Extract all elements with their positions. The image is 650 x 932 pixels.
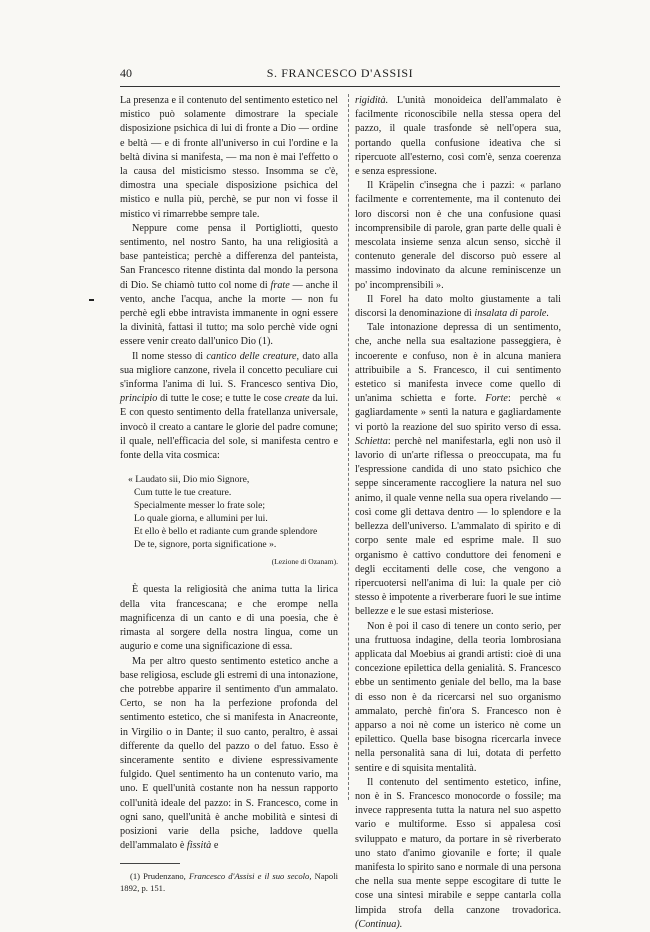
- page-number: 40: [120, 66, 132, 80]
- paragraph: Il contenuto del sentimento estetico, infine, non è in S. Francesco monocorde o fossile; ma invece rappresenta tutta la natura nel suo aspetto vario e multiforme. Esso si appalesa così sviluppato e maturo, da portare in sè riverberato uno stato d'animo giovanile e forte; il quale manifesta lo spirito sano e normale di una persona che nella sua mente seppe escogitare di tutte le cose una sintesi mirabile e seppe cantarla colla limpida strofa della canzone trovadorica. (Continua).: [355, 776, 561, 930]
- paragraph: Neppure come pensa il Portigliotti, questo sentimento, nel nostro Santo, ha una religiosità a base panteistica; perchè a differenza del panteista, San Francesco ritenne distinta dal mondo la persona di Dio. Se chiamò tutto col nome di frate — anche il vento, anche l'acqua, anche la morte — non fu perchè egli ebbe intravista immanente in ogni essere la divinità, fattasi il tutto; ma solo perchè vide ogni essere venir creato dall'unico Dio (1).: [120, 222, 338, 348]
- margin-mark: [89, 299, 94, 301]
- poem-line: Cum tutte le tue creature.: [134, 487, 232, 499]
- continua-label: (Continua).: [355, 918, 403, 930]
- poem-line: Et ello è bello et radiante cum grande splendore: [134, 526, 318, 538]
- left-column: [120, 94, 338, 894]
- page-header: [120, 66, 560, 86]
- poem-source: (Lezione di Ozanam).: [271, 557, 338, 567]
- footnote-rule: [120, 863, 180, 864]
- poem-line: Specialmente messer lo frate sole;: [134, 500, 266, 512]
- paragraph: rigidità. L'unità monoideica dell'ammalato è facilmente riconoscibile nella stessa opera del pazzo, il quale trasfonde sè nell'opera sua, portando quella confusione ideativa che si ripercuote all'esterno, così com'è, senza coerenza e senza espressione.: [355, 95, 561, 178]
- running-title: S. FRANCESCO D'ASSISI: [266, 66, 414, 80]
- paragraph: Non è poi il caso di tenere un conto serio, per una fruttuosa indagine, della teoria lombrosiana applicata dal Moebius ai grandi artisti: cioè di una concezione epilettica della genialità. S. Francesco ebbe un sentimento geniale del bello, ma la base di esso non è da ricercarsi nel suo organismo ammalato, perchè fin'ora S. Francesco non è apparso a noi nè come un isterico nè come un epilettico. Quella base bisogna ricercarla invece nella personalità sana di lui, dotata di perfetto sentire e di squisita mentalità.: [355, 620, 561, 774]
- paragraph: Il Kräpelin c'insegna che i pazzi: « parlano facilmente e correntemente, ma il contenuto dei loro discorsi non è che una confusione quasi incomprensibile di parole, gran parte delle quali è mescolata insieme senza alcun senso, sicchè il contenuto generale del discorso può essere al massimo indovinato da alcune reminiscenze un po' incomprensibili ».: [355, 180, 561, 291]
- right-column: [355, 94, 561, 932]
- paragraph: Il nome stesso di cantico delle creature, dato alla sua migliore canzone, rivela il concetto peculiare cui s'informa l'anima di lui. S. Francesco sentiva Dio, principio di tutte le cose; e tutte le cose create da lui. E con questo sentimento della fratellanza universale, invocò il creato a cantare le glorie del padre comune; il quale, nell'efficacia del sole, si manifesta centro e fonte della vita cosmica:: [120, 350, 338, 462]
- header-rule: [120, 86, 560, 87]
- poem-quotation: [128, 473, 338, 551]
- footnote: (1) Prudenzano, Francesco d'Assisi e il suo secolo, Napoli 1892, p. 151.: [120, 871, 338, 894]
- paragraph: La presenza e il contenuto del sentimento estetico nel mistico può solamente dimostrare la speciale disposizione psichica di lui di fronte a Dio — ordine e beltà — e di fronte all'universo in cui l'ordine e la beltà divina si manifesta, — ma non è mai l'effetto o la causa del misticismo stesso. Insomma se c'è, dimostra una speciale disposizione psichica del mistico e nulla più, perchè, se pur non vi fosse il mistico vi rimarrebbe sempre tale.: [120, 95, 338, 220]
- column-divider: [348, 94, 350, 800]
- paragraph: Tale intonazione depressa di un sentimento, che, anche nella sua esaltazione passeggiera, è incoerente e confuso, non è in alcuna maniera attribuibile a S. Francesco, il cui sentimento estetico si manifesta invece come quello di un'anima schietta e forte. Forte: perchè « gagliardamente » sentì la natura e gagliardamente vi portò la reazione del suo spirito verso di essa. Schietta: perchè nel manifestarla, egli non usò il lavorio di un'arte riflessa o preoccupata, ma fu l'espressione candida di uno stato psichico che seppe sinceramente raccogliere la natura nel suo animo, il quale venne nella sua opera rivelando — così come gli dettava dentro — lo splendore e la bellezza dell'universo. L'ammalato di spirito e di corpo sente male ed esprime male. Il suo organismo è cattivo conduttore dei fenomeni e degli eccitamenti delle cose, che vengono a ripercuotersi nell'anima di lui: la quale per ciò stesso è impotente a riverberare fuori le sue intime bellezze e le sue estasi misteriose.: [355, 322, 561, 618]
- poem-line: Lo quale giorna, e allumini per lui.: [134, 513, 268, 525]
- paragraph: Il Forel ha dato molto giustamente a tali discorsi la denominazione di insalata di parole.: [355, 293, 561, 320]
- paragraph: È questa la religiosità che anima tutta la lirica della vita francescana; e che erompe nella magnificenza di un canto e di una poesia, che è rimasta al sorgere della nostra lingua, come un augurio e come una significazione di essa.: [120, 584, 338, 653]
- poem-line: De te, signore, porta significatione ».: [134, 539, 277, 551]
- poem-line: « Laudato sii, Dio mio Signore,: [128, 474, 250, 486]
- paragraph: Ma per altro questo sentimento estetico anche a base religiosa, esclude gli estremi di una intonazione, che potrebbe apparire il sentimento d'un ammalato. Certo, se non ha la perfezione profonda del sentimento estetico, che si manifesta in Anacreonte, in Virgilio o in Dante; il suo canto, peraltro, è assai differente da quello del pazzo o del fatuo. Esso è sinceramente sentito e diviene espressivamente fulgido. Quel sentimento ha un contenuto vario, ma uno. E quell'unità costante non ha nessun rapporto coll'unità ideale del pazzo: in S. Francesco, come in ogni sano, quell'unità è anche mobilità e sintesi di posizioni varie della psiche, laddove quella dell'ammalato è fissità e: [120, 655, 338, 852]
